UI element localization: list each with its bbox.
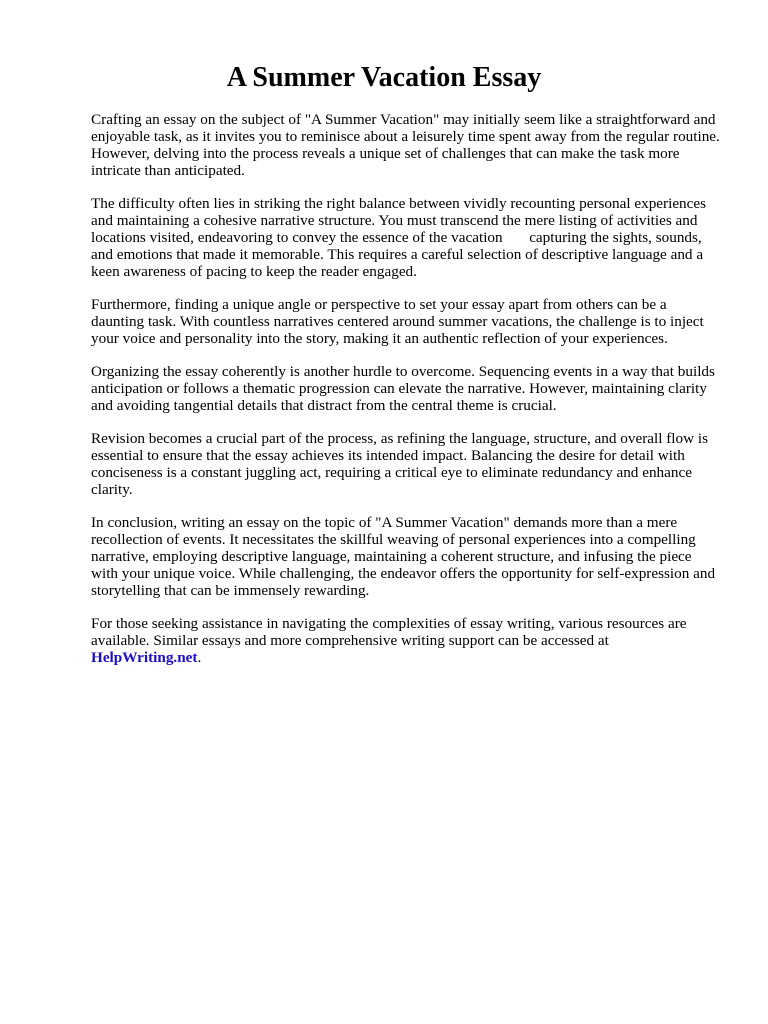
closing-text: For those seeking assistance in navigating the complexities of essay writing, various resources are available. Similar essays and more comprehensive writing support can be accessed at	[91, 615, 687, 649]
paragraph-closing	[91, 615, 721, 666]
paragraph-revision: Revision becomes a crucial part of the process, as refining the language, structure, and overall flow is essential to ensure that the essay achieves its intended impact. Balancing the desire for detail with conciseness is a constant juggling act, requiring a critical eye to eliminate redundancy and enhance clarity.	[91, 430, 708, 498]
paragraph-difficulty: The difficulty often lies in striking the right balance between vividly recounting personal experiences and maintaining a cohesive narrative structure. You must transcend the mere listing of activities and locations visited, endeavoring to convey the essence of the vacation capturing the sights, sounds, and emotions that made it memorable. This requires a careful selection of descriptive language and a keen awareness of pacing to keep the reader engaged.	[91, 195, 707, 280]
paragraph-perspective: Furthermore, finding a unique angle or perspective to set your essay apart from others can be a daunting task. With countless narratives centered around summer vacations, the challenge is to inject your voice and personality into the story, making it an authentic reflection of your experiences.	[91, 296, 704, 347]
essay-body	[91, 111, 721, 682]
paragraph-intro: Crafting an essay on the subject of "A Summer Vacation" may initially seem like a straightforward and enjoyable task, as it invites you to reminisce about a leisurely time spent away from the regular routine. However, delving into the process reveals a unique set of challenges that can make the task more intricate than anticipated.	[91, 111, 720, 179]
paragraph-conclusion: In conclusion, writing an essay on the topic of "A Summer Vacation" demands more than a mere recollection of events. It necessitates the skillful weaving of personal experiences into a compelling narrative, employing descriptive language, maintaining a coherent structure, and infusing the piece with your unique voice. While challenging, the endeavor offers the opportunity for self-expression and storytelling that can be immensely rewarding.	[91, 514, 716, 599]
page-title: A Summer Vacation Essay	[226, 62, 542, 93]
paragraph-organizing: Organizing the essay coherently is another hurdle to overcome. Sequencing events in a way that builds anticipation or follows a thematic progression can elevate the narrative. However, maintaining clarity and avoiding tangential details that distract from the central theme is crucial.	[91, 363, 715, 414]
closing-period: .	[197, 649, 202, 666]
helpwriting-link[interactable]: HelpWriting.net	[91, 649, 198, 666]
